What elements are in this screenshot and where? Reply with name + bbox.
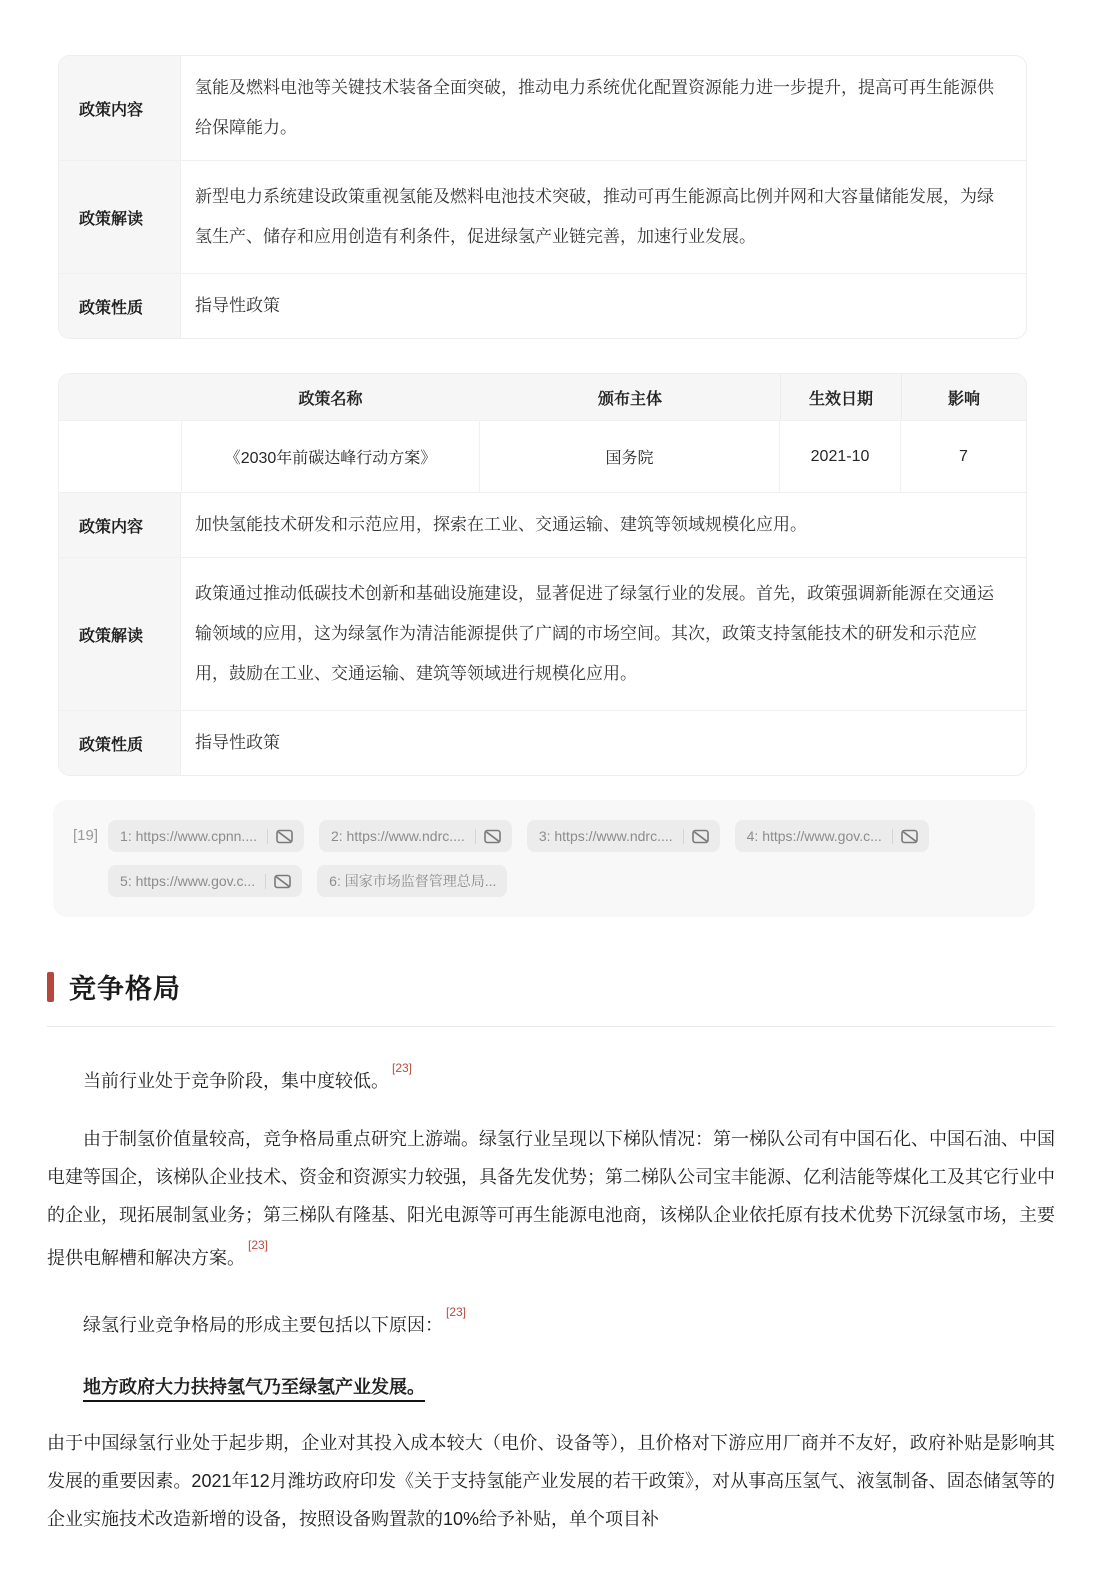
references-bar	[53, 800, 1035, 917]
citation-link[interactable]: [23]	[446, 1305, 467, 1320]
reference-link-label: 3: https://www.ndrc....	[538, 828, 673, 844]
table-row	[59, 273, 1026, 338]
column-header-issuer: 颁布主体	[597, 390, 662, 408]
divider	[475, 829, 476, 844]
sub-heading-text: 地方政府大力扶持氢气乃至绿氢产业发展。	[83, 1377, 425, 1402]
citation-link[interactable]: [23]	[392, 1061, 413, 1076]
reference-link-label: 6: 国家市场监督管理总局...	[329, 873, 497, 889]
policy-entry-row	[59, 420, 1026, 492]
row-content-text: 加快氢能技术研发和示范应用，探索在工业、交通运输、建筑等领域规模化应用。	[195, 515, 807, 534]
broken-image-icon	[276, 829, 293, 844]
broken-image-icon	[274, 874, 291, 889]
row-content-text: 新型电力系统建设政策重视氢能及燃料电池技术突破，推动可再生能源高比例并网和大容量储能发展，为绿氢生产、储存和应用创造有利条件，促进绿氢产业链完善，加速行业发展。	[195, 187, 994, 246]
paragraph-text: 由于制氢价值量较高，竞争格局重点研究上游端。绿氢行业呈现以下梯队情况：第一梯队公司有中国石化、中国石油、中国电建等国企，该梯队企业技术、资金和资源实力较强，具备先发优势；第二梯队公司宝丰能源、亿利洁能等煤化工及其它行业中的企业，现拓展制氢业务；第三梯队有隆基、阳光电源等可再生能源电池商，该梯队企业依托原有技术优势下沉绿氢市场，主要提供电解槽和解决方案。	[47, 1129, 1055, 1268]
entry-spacer	[59, 421, 181, 492]
row-content-text: 政策通过推动低碳技术创新和基础设施建设，显著促进了绿氢行业的发展。首先，政策强调新能源在交通运输领域的应用，这为绿氢作为清洁能源提供了广阔的市场空间。其次，政策支持氢能技术的研发和示范应用，鼓励在工业、交通运输、建筑等领域进行规模化应用。	[195, 584, 994, 683]
paragraph	[47, 1057, 1055, 1100]
table-header-row	[59, 374, 1026, 420]
row-content	[181, 711, 1026, 775]
header-spacer	[59, 374, 181, 420]
reference-link-pill[interactable]	[735, 820, 929, 852]
row-content-text: 指导性政策	[195, 296, 280, 315]
reference-pill-list	[108, 820, 1015, 897]
row-label: 政策性质	[59, 711, 181, 775]
table-row	[59, 710, 1026, 775]
paragraph	[47, 1301, 1055, 1344]
section-accent-bar	[47, 972, 54, 1002]
paragraph-text: 当前行业处于竞争阶段，集中度较低。	[83, 1071, 389, 1091]
paragraph	[47, 1120, 1055, 1277]
reference-link-label: 4: https://www.gov.c...	[746, 828, 882, 844]
divider	[267, 829, 268, 844]
reference-link-pill[interactable]	[108, 865, 302, 897]
row-label: 政策内容	[59, 493, 181, 557]
row-label: 政策性质	[59, 274, 181, 338]
table-row	[59, 557, 1026, 710]
divider	[47, 1026, 1055, 1027]
reference-link-pill[interactable]	[527, 820, 720, 852]
row-content	[181, 558, 1026, 710]
table-row	[59, 56, 1026, 160]
column-header-policy-name: 政策名称	[298, 390, 363, 408]
broken-image-icon	[484, 829, 501, 844]
table-row	[59, 160, 1026, 273]
row-content	[181, 274, 1026, 338]
policy-name-value: 《2030年前碳达峰行动方案》	[181, 421, 480, 492]
broken-image-icon	[901, 829, 918, 844]
reference-link-pill[interactable]	[108, 820, 304, 852]
citation-link[interactable]: [23]	[248, 1238, 269, 1253]
broken-image-icon	[692, 829, 709, 844]
effective-date-value: 2021-10	[780, 421, 901, 492]
row-label: 政策解读	[59, 161, 181, 273]
row-content	[181, 56, 1026, 160]
row-label: 政策解读	[59, 558, 181, 710]
divider	[892, 829, 893, 844]
column-header-effective-date: 生效日期	[780, 374, 901, 420]
reference-link-label: 2: https://www.ndrc....	[330, 828, 465, 844]
row-content	[181, 161, 1026, 273]
reference-link-label: 5: https://www.gov.c...	[120, 873, 256, 889]
paragraph-text: 绿氢行业竞争格局的形成主要包括以下原因：	[83, 1315, 443, 1335]
issuer-value: 国务院	[480, 421, 780, 492]
reference-link-label: 1: https://www.cpnn....	[120, 828, 257, 844]
section-header	[47, 967, 1055, 1006]
row-label: 政策内容	[59, 56, 181, 160]
row-content-text: 指导性政策	[195, 733, 280, 752]
table-row	[59, 492, 1026, 557]
sub-heading	[47, 1368, 1055, 1406]
paragraph-text: 由于中国绿氢行业处于起步期，企业对其投入成本较大（电价、设备等），且价格对下游应用厂商并不友好，政府补贴是影响其发展的重要因素。2021年12月潍坊政府印发《关于支持氢能产业发展的若干政策》，对从事高压氢气、液氢制备、固态储氢等的企业实施技术改造新增的设备，按照设备购置款的10%给予补贴，单个项目补	[47, 1433, 1055, 1529]
row-content	[181, 493, 1026, 557]
divider	[265, 874, 266, 889]
section-title: 竞争格局	[69, 974, 181, 1004]
reference-link-pill[interactable]	[317, 865, 507, 897]
row-content-text: 氢能及燃料电池等关键技术装备全面突破，推动电力系统优化配置资源能力进一步提升，提高可再生能源供给保障能力。	[195, 78, 994, 137]
previous-policy-table	[58, 55, 1027, 339]
impact-value: 7	[959, 447, 968, 465]
divider	[683, 829, 684, 844]
reference-link-pill[interactable]	[319, 820, 512, 852]
column-header-impact: 影响	[901, 374, 1026, 420]
paragraph	[47, 1424, 1055, 1538]
policy-table	[58, 373, 1027, 776]
reference-index: [19]	[73, 827, 99, 844]
